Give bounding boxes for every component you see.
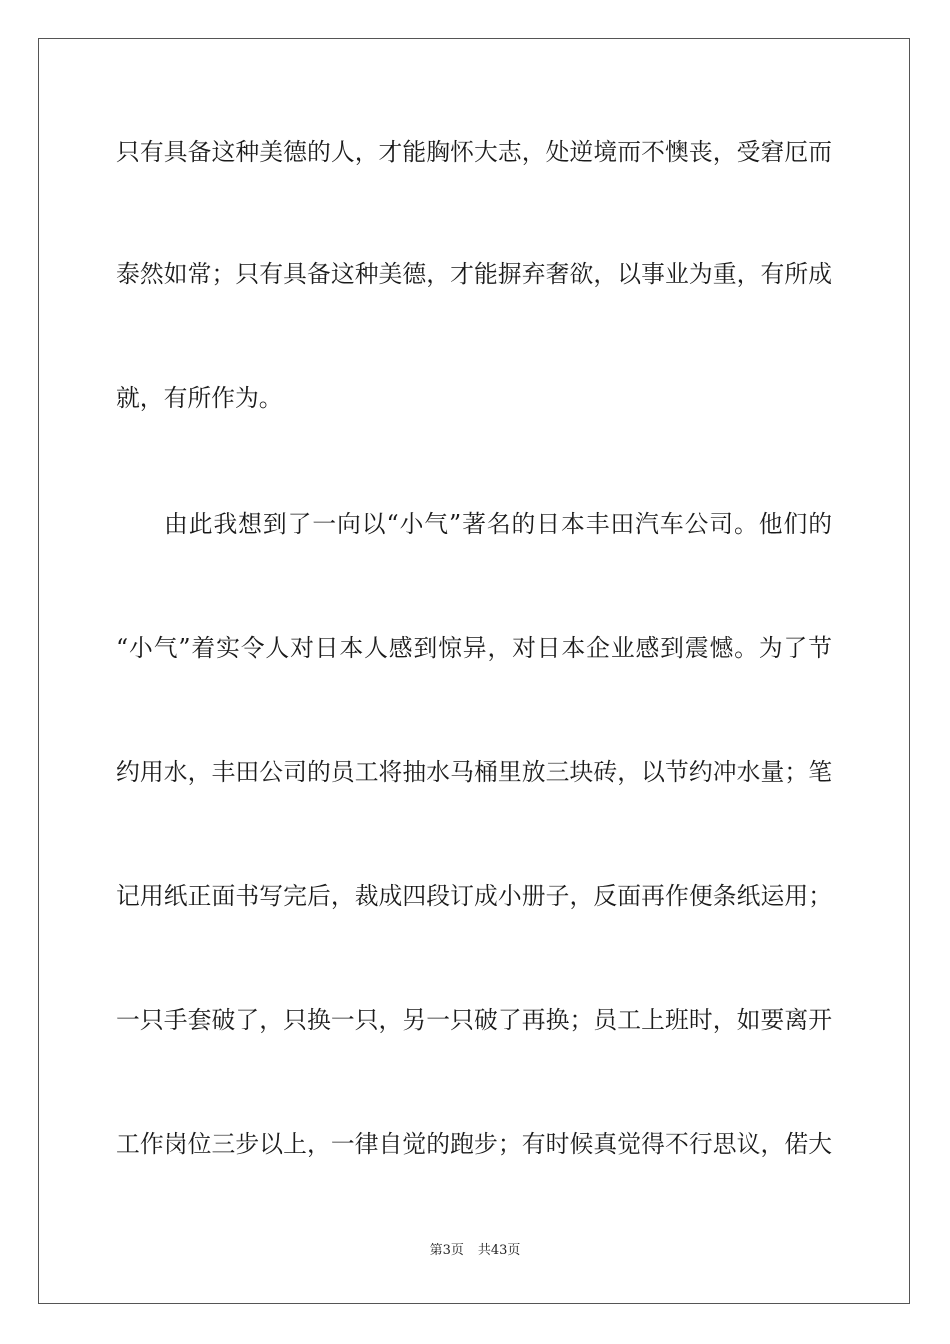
page-footer [0,1243,950,1259]
text-line-3: 就，有所作为。 [116,384,283,412]
text-line-9: 工作岗位三步以上，一律自觉的跑步；有时候真觉得不行思议，偌大 [116,1130,832,1158]
text-line-1: 只有具备这种美德的人，才能胸怀大志，处逆境而不懊丧，受窘厄而 [116,138,832,166]
text-line-7: 记用纸正面书写完后，裁成四段订成小册子，反面再作便条纸运用； [116,882,832,910]
text-line-8: 一只手套破了，只换一只，另一只破了再换；员工上班时，如要离开 [116,1006,832,1034]
text-line-2: 泰然如常；只有具备这种美德，才能摒弃奢欲，以事业为重，有所成 [116,260,832,288]
page-frame [38,38,910,1304]
text-line-6: 约用水，丰田公司的员工将抽水马桶里放三块砖，以节约冲水量；笔 [116,758,832,786]
text-line-5: “小气”着实令人对日本人感到惊异，对日本企业感到震憾。为了节 [116,634,832,662]
text-line-4: 由此我想到了一向以“小气”著名的日本丰田汽车公司。他们的 [164,510,832,538]
page-number: 第3页 [429,1243,464,1258]
total-pages: 共43页 [477,1243,521,1258]
